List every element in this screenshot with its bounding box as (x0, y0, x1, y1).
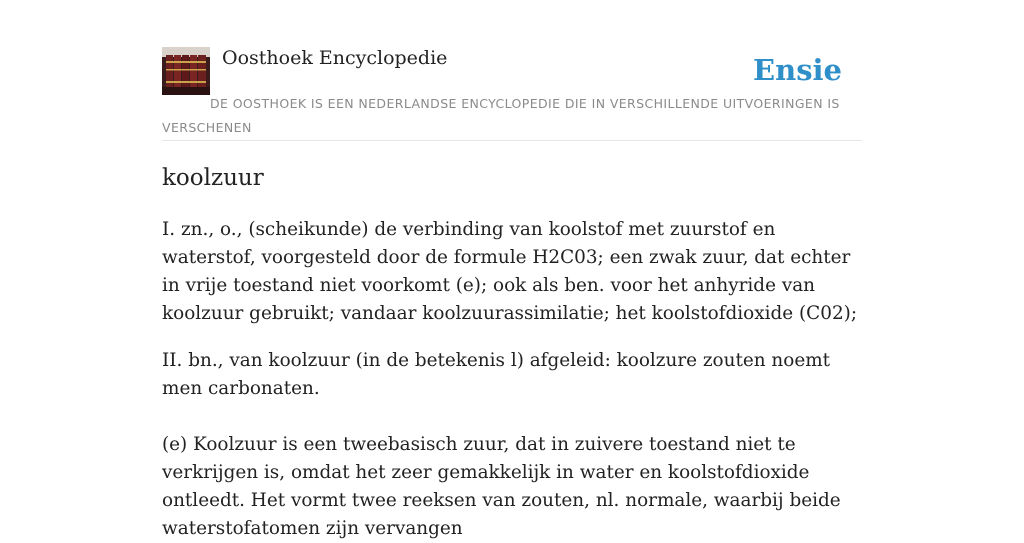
site-title[interactable]: Oosthoek Encyclopedie (222, 47, 448, 69)
site-header (162, 46, 862, 141)
entry-paragraph: I. zn., o., (scheikunde) de verbinding van koolstof met zuurstof en waterstof, voorgesteld door de formule H2C03; een zwak zuur, dat echter in vrije toestand niet voorkomt (e); ook als ben. voor het anhyride van koolzuur gebruikt; vandaar koolzuurassimilatie; het koolstofdioxide (C02); (162, 219, 858, 324)
entry-paragraph: II. bn., van koolzuur (in de betekenis l) afgeleid: koolzure zouten noemt men carbonaten. (162, 350, 831, 399)
entry-paragraph: (e) Koolzuur is een tweebasisch zuur, dat in zuivere toestand niet te verkrijgen is, omdat het zeer gemakkelijk in water en koolstofdioxide ontleedt. Het vormt twee reeksen van zouten, nl. normale, waarbij beide waterstofatomen zijn vervangen (162, 434, 841, 539)
books-icon (162, 47, 210, 95)
ensie-logo[interactable]: Ensie (753, 53, 842, 87)
entry-content (162, 162, 867, 543)
entry-title: koolzuur (162, 165, 264, 191)
site-tagline: DE OOSTHOEK IS EEN NEDERLANDSE ENCYCLOPEDIE DIE IN VERSCHILLENDE UITVOERINGEN IS VERSCHENEN (162, 96, 840, 135)
encyclopedia-books-avatar[interactable] (162, 47, 210, 95)
